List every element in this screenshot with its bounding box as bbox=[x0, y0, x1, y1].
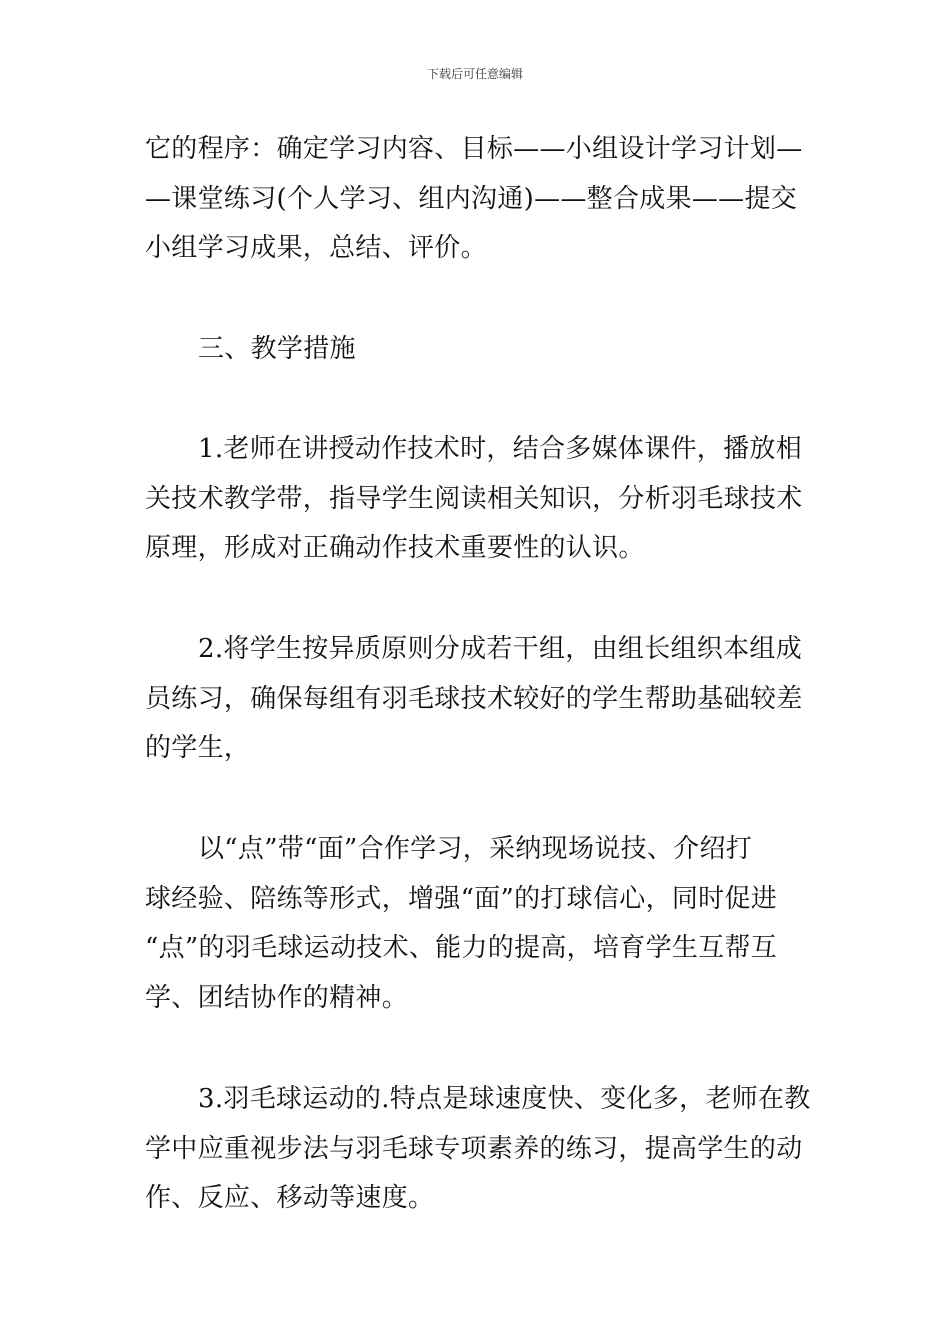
paragraph-line: 的学生， bbox=[145, 733, 251, 763]
paragraph-line: 学、团结协作的精神。 bbox=[145, 983, 409, 1013]
paragraph-line: 以“点”带“面”合作学习，采纳现场说技、介绍打 bbox=[198, 834, 753, 864]
paragraph-line: 球经验、陪练等形式，增强“面”的打球信心，同时促进 bbox=[145, 884, 778, 914]
paragraph-line: 2.将学生按异质原则分成若干组，由组长组织本组成 bbox=[198, 634, 803, 664]
paragraph-line: 小组学习成果，总结、评价。 bbox=[145, 233, 487, 263]
section-heading: 三、教学措施 bbox=[198, 334, 356, 364]
paragraph-line: “点”的羽毛球运动技术、能力的提高，培育学生互帮互 bbox=[145, 933, 778, 963]
paragraph-line: 1.老师在讲授动作技术时，结合多媒体课件，播放相 bbox=[198, 434, 803, 464]
paragraph-line: 作、反应、移动等速度。 bbox=[145, 1183, 435, 1213]
paragraph-line: 员练习，确保每组有羽毛球技术较好的学生帮助基础较差 bbox=[145, 684, 803, 714]
paragraph-line: 关技术教学带，指导学生阅读相关知识，分析羽毛球技术 bbox=[145, 484, 803, 514]
header-note: 下载后可任意编辑 bbox=[426, 67, 523, 81]
paragraph-line: 原理，形成对正确动作技术重要性的认识。 bbox=[145, 533, 645, 563]
paragraph-line: —课堂练习(个人学习、组内沟通)——整合成果——提交 bbox=[145, 184, 798, 214]
paragraph-line: 它的程序：确定学习内容、目标——小组设计学习计划— bbox=[145, 134, 803, 164]
paragraph-line: 学中应重视步法与羽毛球专项素养的练习，提高学生的动 bbox=[145, 1134, 803, 1164]
paragraph-line: 3.羽毛球运动的.特点是球速度快、变化多，老师在教 bbox=[198, 1084, 811, 1114]
